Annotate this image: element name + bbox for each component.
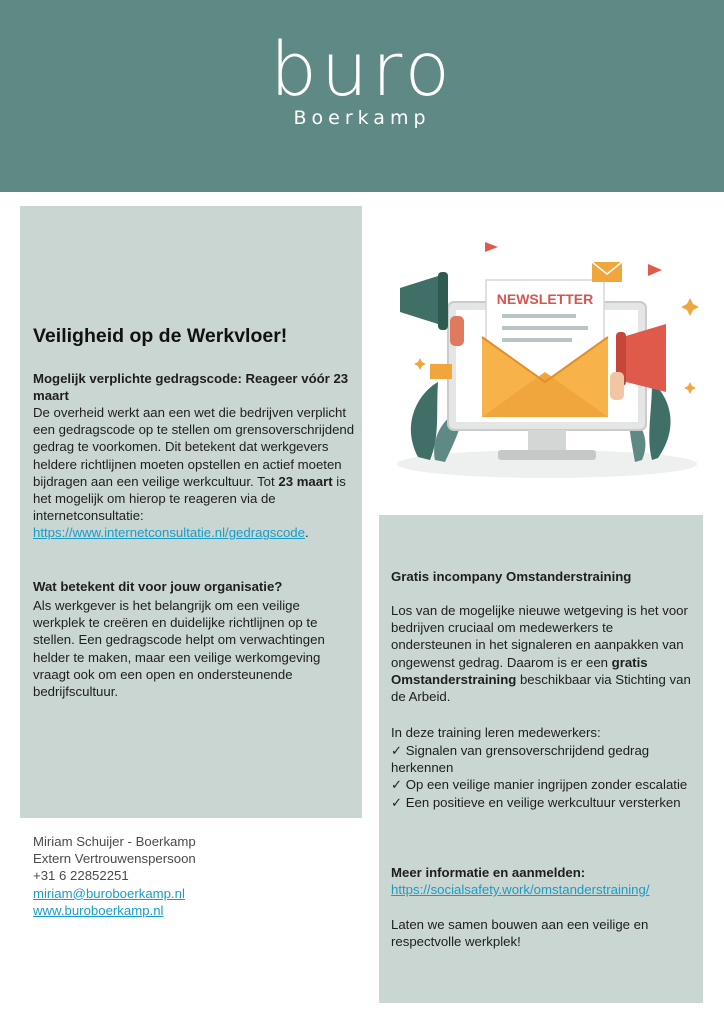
heading-omstanderstraining: Gratis incompany Omstanderstraining [391,569,632,584]
paragraph-wetgeving-text-a: De overheid werkt aan een wet die bedrijven verplicht een gedragscode op te stellen om grensoverschrijdend gedrag te voorkomen. Dit betekent dat werkgevers heldere richtlijnen moeten opstellen en actief moeten bijdragen aan een veilige werkcultuur. Tot [33,405,355,489]
header-banner [0,0,724,192]
paragraph-omstanderstraining [391,602,693,705]
paragraph-wetgeving-end: . [304,525,309,541]
omstanderstraining-link[interactable]: https://socialsafety.work/omstanderstraining/ [391,882,650,897]
training-list [391,742,693,811]
list-item: ✓ Signalen van grensoverschrijdend gedrag herkennen [391,743,650,776]
contact-name: Miriam Schuijer - Boerkamp [33,834,196,849]
logo-main-text: buro [270,27,454,113]
contact-role: Extern Vertrouwenspersoon [33,851,196,867]
list-item: ✓ Op een veilige manier ingrijpen zonder escalatie [391,777,688,793]
internetconsultatie-link[interactable]: https://www.internetconsultatie.nl/gedragscode [33,525,305,541]
training-intro: In deze training leren medewerkers: [391,725,601,740]
logo-sub-text: Boerkamp [293,107,431,129]
paragraph-omstanderstraining-text-a: Los van de mogelijke nieuwe wetgeving is het voor bedrijven cruciaal om medewerkers te ondersteunen in het signaleren en aanpakken van ongewenst gedrag. Daarom is er een [391,603,688,670]
page-title: Veiligheid op de Werkvloer! [33,325,288,347]
newsletter-label: NEWSLETTER [496,291,594,307]
contact-block [33,833,333,919]
heading-organisatie: Wat betekent dit voor jouw organisatie? [33,579,283,594]
gratis-training-highlight: gratis Omstanderstraining [391,654,648,687]
newsletter-illustration [390,232,704,492]
paragraph-organisatie: Als werkgever is het belangrijk om een veilige werkplek te creëren en duidelijke richtlijnen op te stellen. Een gedragscode helpt om verwachtingen helder te maken, maar een veilige werkomgeving vraagt ook om een open en ondersteunende bedrijfscultuur. [33,598,325,700]
aanmelden-link-wrap [391,881,693,898]
contact-website-link[interactable]: www.buroboerkamp.nl [33,902,164,918]
contact-phone: +31 6 22852251 [33,868,129,884]
list-item: ✓ Een positieve en veilige werkcultuur versterken [391,794,681,810]
deadline-date: 23 maart [278,473,333,489]
paragraph-omstanderstraining-text-b: beschikbaar via Stichting van de Arbeid. [391,671,691,705]
closing-text: Laten we samen bouwen aan een veilige en respectvolle werkplek! [391,917,649,950]
heading-meer-informatie: Meer informatie en aanmelden: [391,865,586,880]
subheading-gedragscode: Mogelijk verplichte gedragscode: Reageer vóór 23 maart [33,371,349,404]
paragraph-wetgeving-text-b: is het mogelijk om hierop te reageren via de internetconsultatie: [33,473,346,524]
contact-email-link[interactable]: miriam@buroboerkamp.nl [33,885,185,901]
paragraph-wetgeving [33,404,355,542]
